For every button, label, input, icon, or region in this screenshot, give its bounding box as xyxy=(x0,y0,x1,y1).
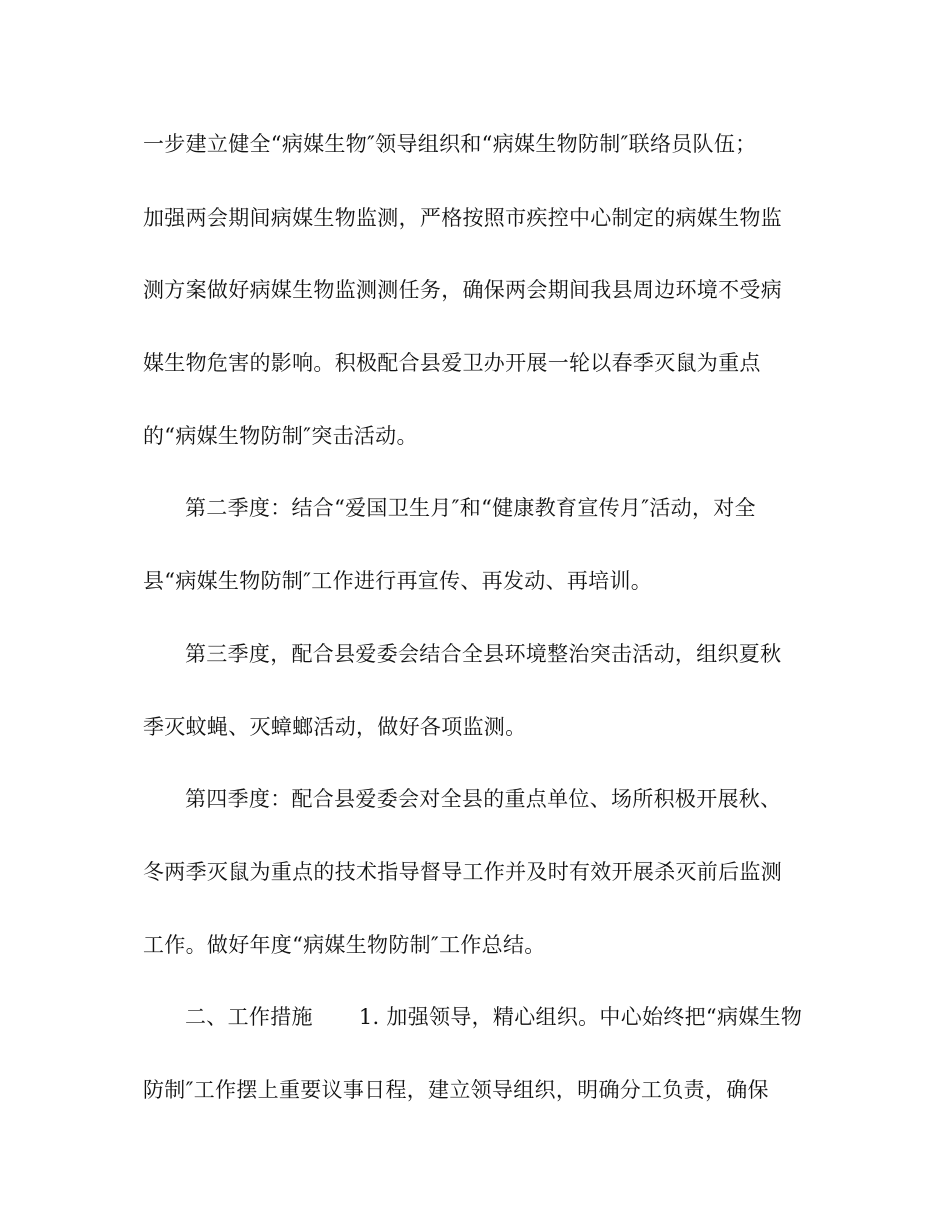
paragraph-line: 测方案做好病媒生物监测测任务，确保两会期间我县周边环境不受病 xyxy=(143,278,782,302)
paragraph-line: 一步建立健全“病媒生物″领导组织和“病媒生物防制″联络员队伍； xyxy=(143,132,757,156)
paragraph-line: 第四季度：配合县爱委会对全县的重点单位、场所积极开展秋、 xyxy=(185,787,782,811)
paragraph-line: 冬两季灭鼠为重点的技术指导督导工作并及时有效开展杀灭前后监测 xyxy=(143,860,782,884)
paragraph-line: 第三季度，配合县爱委会结合全县环境整治突击活动，组织夏秋 xyxy=(185,642,782,666)
paragraph-line: 媒生物危害的影响。积极配合县爱卫办开展一轮以春季灭鼠为重点 xyxy=(143,351,761,375)
paragraph-line: 的“病媒生物防制″突击活动。 xyxy=(143,424,418,448)
paragraph-line: 加强两会期间病媒生物监测，严格按照市疾控中心制定的病媒生物监 xyxy=(143,206,782,230)
paragraph-line: 第二季度：结合“爱国卫生月″和“健康教育宣传月″活动，对全 xyxy=(185,496,756,520)
measure-item-text: 1. 加强领导，精心组织。中心始终把“病媒生物 xyxy=(358,1005,803,1029)
paragraph-line: 季灭蚊蝇、灭蟑螂活动，做好各项监测。 xyxy=(143,715,527,739)
paragraph-line: 防制″工作摆上重要议事日程，建立领导组织，明确分工负责，确保 xyxy=(143,1078,769,1102)
paragraph-line: 工作。做好年度“病媒生物防制″工作总结。 xyxy=(143,933,546,957)
section-heading: 二、工作措施 xyxy=(185,1005,313,1029)
paragraph-line xyxy=(185,1003,802,1031)
paragraph-line: 县“病媒生物防制″工作进行再宣传、再发动、再培训。 xyxy=(143,569,653,593)
